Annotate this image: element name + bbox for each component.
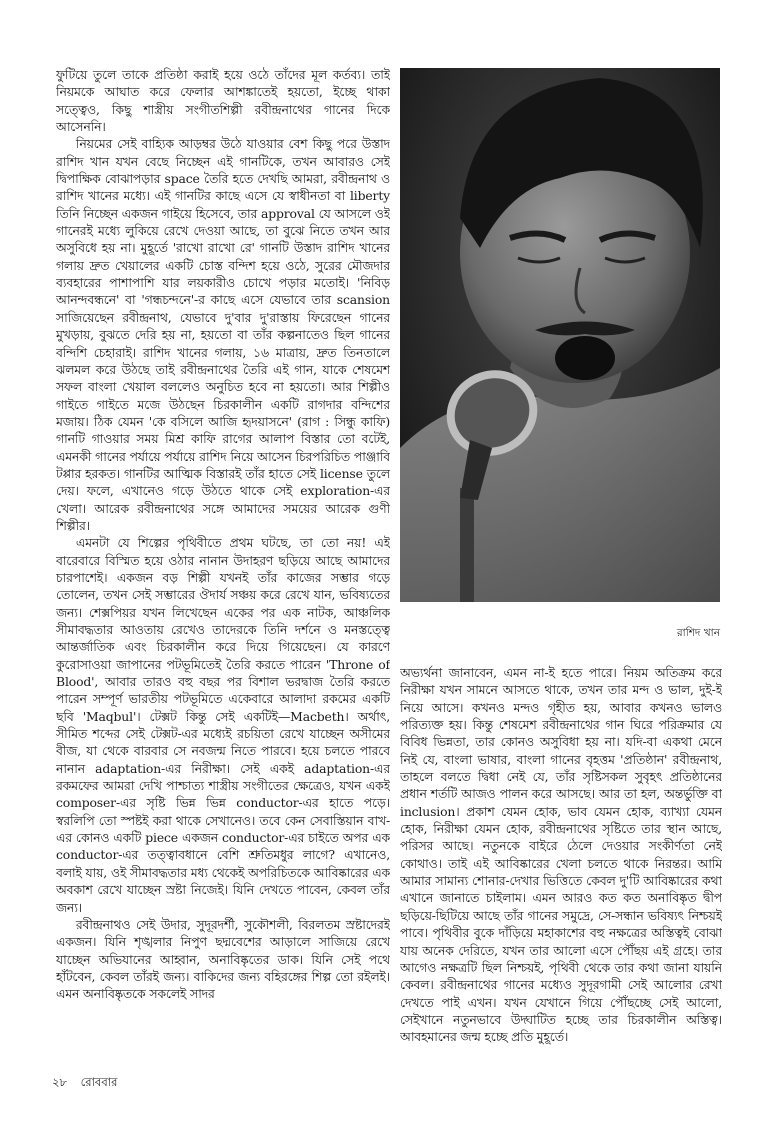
page-number: ২৮: [52, 1075, 67, 1089]
article-paragraph: এমনটা যে শিল্পের পৃথিবীতে প্রথম ঘটছে, তা তো নয়! এই বারেবারে বিস্মিত হয়ে ওঠার নানান উদাহরণ ছড়িয়ে আছে আমাদের চারপাশেই। একজন বড় শিল্পী যখনই তাঁর কাজের সম্ভার গড়ে তোলেন, তখন সেই সম্ভারের ঔদার্য সঞ্চয় করে রেখে যান, ভবিষ্যতের জন্য। শেক্সপিয়র যখন লিখেছেন একের পর এক নাটক, আঞ্চলিক সীমাবদ্ধতার আওতায় রেখেও তাদেরকে তিনি দর্শনে ও মনস্তত্ত্বে আন্তর্জাতিক এবং চিরকালীন করে দিয়ে গিয়েছেন। যে কারণে কুরোসাওয়া জাপানের পটভূমিতেই তৈরি করতে পারেন 'Throne of Blood', আবার তারও বহু বছর পর বিশাল ভরদ্বাজ তৈরি করতে পারেন সম্পূর্ণ ভারতীয় পটভূমিতে একেবারে আলাদা রকমের একটি ছবি 'Maqbul'। টেক্সট কিন্তু সেই একটিই—Macbeth। অর্থাৎ, সীমিত শব্দের সেই টেক্সট-এর মধ্যেই রচয়িতা রেখে যাচ্ছেন অসীমের বীজ, যা থেকে বারবার সে নবজন্ম নিতে পারবে। হয়ে চলতে পারবে নানান adaptation-এর নিরীক্ষা। সেই একই adaptation-এর রকমফের আমরা দেখি পাশ্চাত্য শাস্ত্রীয় সংগীতের ক্ষেত্রেও, যখন একই composer-এর সৃষ্টি ভিন্ন ভিন্ন conductor-এর হাতে পড়ে। স্বরলিপি তো স্পষ্টই করা থাকে সেখানেও। তবে কেন সেবাস্তিয়ান বাখ-এর কোনও একটি piece একজন conductor-এর চাইতে অপর এক conductor-এর তত্ত্বাবধানে বেশি শ্রুতিমধুর লাগে? এখানেও, বলাই যায়, ওই সীমাবদ্ধতার মধ্য থেকেই অপরিচিতকে আবিষ্কারের এক অবকাশ রেখে যাচ্ছেন স্রষ্টা নিজেই। যিনি দেখতে পাবেন, কেবল তাঁর জন্য।: [56, 535, 390, 915]
article-paragraph: অভ্যর্থনা জানাবেন, এমন না-ই হতে পারে। নিয়ম অতিক্রম করে নিরীক্ষা যখন সামনে আসতে থাকে, তখন তার মন্দ ও ভাল, দুই-ই নিয়ে আসে। কখনও মন্দও গৃহীত হয়, আবার কখনও ভালও পরিত্যক্ত হয়। কিন্তু শেষমেশ রবীন্দ্রনাথের গান ঘিরে পরিক্রমার যে বিবিধ ভিন্নতা, তার কোনও অসুবিধা হয় না। যদি-বা একথা মেনে নিই যে, বাংলা ভাষার, বাংলা গানের বৃহত্তম 'প্রতিষ্ঠান' রবীন্দ্রনাথ, তাহলে বলতে দ্বিধা নেই যে, তাঁর সৃষ্টিসকল সুবৃহৎ প্রতিষ্ঠানের প্রধান শর্তটি আজও পালন করে আসছে। আর তা হল, অন্তর্ভুক্তি বা inclusion। প্রকাশ যেমন হোক, ভাব যেমন হোক, ব্যাখ্যা যেমন হোক, নিরীক্ষা যেমন হোক, রবীন্দ্রনাথের সৃষ্টিতে তার স্থান আছে, পরিসর আছে। নতুনকে বাইরে ঠেলে দেওয়ার সংকীর্ণতা নেই কোথাও। তাই এই আবিষ্কারের খেলা চলতে থাকে নিরন্তর। আমি আমার সামান্য শোনার-দেখার ভিত্তিতে কেবল দু'টি আবিষ্কারের কথা এখানে জানাতে চাইলাম। এমন আরও কত কত অনাবিষ্কৃত দ্বীপ ছড়িয়ে-ছিটিয়ে আছে তাঁর গানের সমুদ্রে, সে-সন্ধান ভবিষ্যৎ নিশ্চয়ই পাবে। পৃথিবীর বুকে দাঁড়িয়ে মহাকাশের বহু নক্ষত্রের অস্তিত্বই বোঝা যায় অনেক দেরিতে, যখন তার আলো এসে পৌঁছয় এই গ্রহে। তার আগেও নক্ষত্রটি ছিল নিশ্চয়ই, পৃথিবী থেকে তার কথা জানা যায়নি কেবল। রবীন্দ্রনাথের গানের মধ্যেও সুদূরগামী সেই আলোর রেখা দেখতে পাই এখন। যখন যেখানে গিয়ে পৌঁছচ্ছে সেই আলো, সেইখানে নতুনভাবে উদ্ঘাটিত হচ্ছে তার চিরকালীন অস্তিত্ব। আবহমানের জন্ম হচ্ছে প্রতি মুহূর্তে।: [400, 665, 722, 1045]
article-paragraph: রবীন্দ্রনাথও সেই উদার, সুদূরদর্শী, সুকৌশলী, বিরলতম স্রষ্টাদেরই একজন। যিনি শৃঙ্খলার নিপুণ ছদ্মবেশের আড়ালে সাজিয়ে রেখে যাচ্ছেন অভিযানের আহ্বান, অনাবিষ্কৃতের ডাক। যিনি সেই পথে হাঁটবেন, কেবল তাঁরই জন্য। বাকিদের জন্য বহিরঙ্গের শিল্প তো রইলই। এমন অনাবিষ্কৃতকে সকলেই সাদর: [56, 916, 390, 1002]
article-column-right: [400, 664, 722, 1074]
page-footer: [52, 1074, 352, 1093]
article-column-left: [56, 66, 390, 1066]
article-paragraph: নিয়মের সেই বাহ্যিক আড়ম্বর উঠে যাওয়ার বেশ কিছু পরে উস্তাদ রাশিদ খান যখন বেছে নিচ্ছেন এই গানটিকে, তখন আবারও সেই দ্বিপাক্ষিক বোঝাপড়ার space তৈরি হতে দেখছি আমরা, রবীন্দ্রনাথ ও রাশিদ খানের মধ্যে। এই গানটির কাছে এসে যে স্বাধীনতা বা liberty তিনি নিচ্ছেন একজন গাইয়ে হিসেবে, তার approval যে আসলে ওই গানেরই মধ্যে লুকিয়ে রেখে দেওয়া আছে, তা বুঝে নিতে তখন আর অসুবিধে হয় না। মুহূর্তে 'রাখো রাখো রে' গানটি উস্তাদ রাশিদ খানের গলায় দ্রুত খেয়ালের একটি চোস্ত বন্দিশ হয়ে ওঠে, সুরের মৌজদার ব্যবহারের পাশাপাশি যার লয়কারীও চোখে পড়ার মতোই। 'নিবিড় আনন্দবন্ধনে' বা 'গন্ধচন্দনে'-র কাছে এসে যেভাবে তার scansion সাজিয়েছেন রবীন্দ্রনাথ, যেভাবে দু'বার দু'রাস্তায় ফিরেছেন গানের মুখড়ায়, বুঝতে দেরি হয় না, হয়তো বা তাঁর কল্পনাতেও ছিল গানের বন্দিশি চেহারাই। রাশিদ খানের গলায়, ১৬ মাত্রায়, দ্রুত তিনতালে ঝলমল করে উঠছে তাই রবীন্দ্রনাথের তৈরি এই গান, যাকে শেষমেশ সফল বাংলা খেয়াল বললেও অনুচিত হবে না হয়তো। আর শিল্পীও গাইতে গাইতে মজে উঠছেন চিরকালীন একটি রাগদার বন্দিশের মজায়। ঠিক যেমন 'কে বসিলে আজি হৃদয়াসনে' (রাগ : সিন্ধু কাফি) গানটি গাওয়ার সময় মিশ্র কাফি রাগের আলাপ বিস্তার তো বটেই, এমনকী গানের পর্যায়ে পর্যায়ে রাশিদ নিয়ে আসেন চিরপরিচিত পাঞ্জাবি টপ্পার হরকত। গানটির আত্মিক বিস্তারই তাঁর হাতে সেই license তুলে দেয়। ফলে, এখানেও গড়ে উঠতে থাকে সেই exploration-এর খেলা। আরেক রবীন্দ্রনাথের সঙ্গে আমাদের সময়ের আরেক গুণী শিল্পীর।: [56, 136, 390, 533]
photo-caption: রাশিদ খান: [676, 627, 720, 639]
singer-photo-graphic: [400, 68, 720, 602]
singer-photo: [400, 68, 720, 602]
section-name: রোববার: [80, 1075, 118, 1089]
article-paragraph: ফুটিয়ে তুলে তাকে প্রতিষ্ঠা করাই হয়ে ওঠে তাঁদের মূল কর্তব্য। তাই নিয়মকে আঘাত করে ফেলার আশঙ্কাতেই হয়তো, ইচ্ছে থাকা সত্ত্বেও, কিছু শাস্ত্রীয় সংগীতশিল্পী রবীন্দ্রনাথের গানের দিকে আসেননি।: [56, 67, 390, 135]
